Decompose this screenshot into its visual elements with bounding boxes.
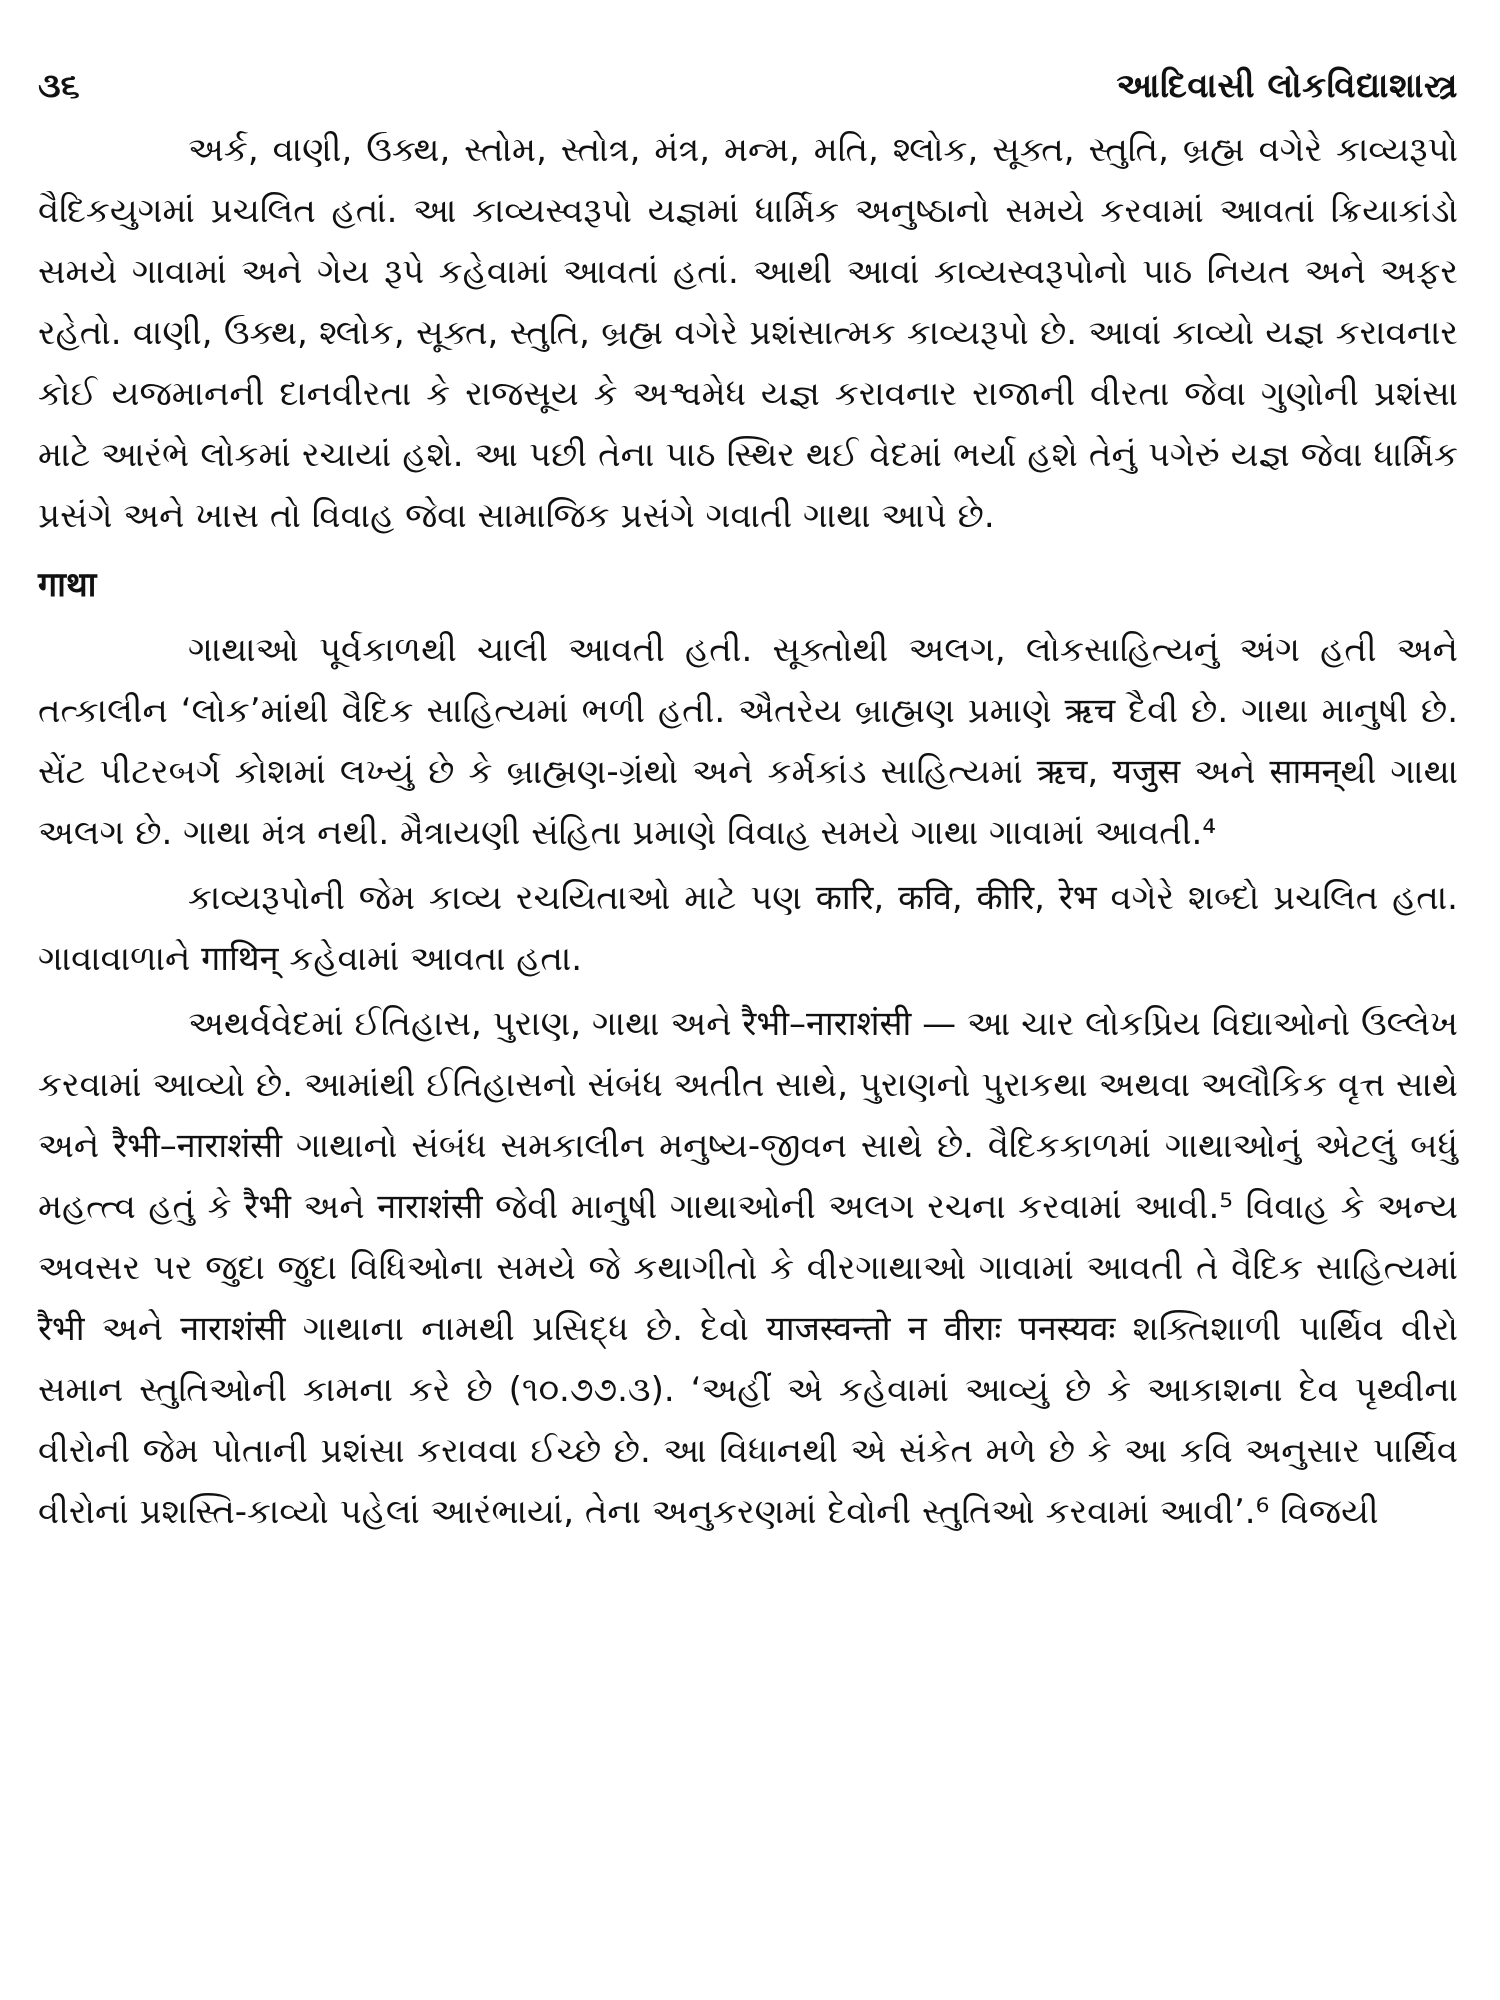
- paragraph-poet-terms: કાવ્યરૂપોની જેમ કાવ્ય રચયિતાઓ માટે પણ कारि, कवि, कीरि, रेभ વગેરે શબ્દો પ્રચલિત હતા. ગાવાવાળાને गाथिन् કહેવામાં આવતા હતા.: [38, 878, 1458, 979]
- running-header: [38, 60, 1458, 120]
- page-number: ૩૬: [38, 66, 80, 106]
- paragraph-atharvaveda: અથર્વવેદમાં ઈતિહાસ, પુરાણ, ગાથા અને रैभी–नाराशंसी — આ ચાર લોકપ્રિય વિદ્યાઓનો ઉલ્લેખ કરવામાં આવ્યો છે. આમાંથી ઈતિહાસનો સંબંધ અતીત સાથે, પુરાણનો પુરાકથા અથવા અલૌકિક વૃત્ત સાથે અને रैभी–नाराशंसी ગાથાનો સંબંધ સમકાલીન મનુષ્ય-જીવન સાથે છે. વૈદિકકાળમાં ગાથાઓનું એટલું બધું મહત્ત્વ હતું કે रैभी અને नाराशंसी જેવી માનુષી ગાથાઓની અલગ રચના કરવામાં આવી.⁵ વિવાહ કે અન્ય અવસર પર જુદા જુદા વિધિઓના સમયે જે કથાગીતો કે વીરગાથાઓ ગાવામાં આવતી તે વૈદિક સાહિત્યમાં रैभी અને नाराशंसी ગાથાના નામથી પ્રસિદ્ધ છે. દેવો याजस्वन्तो न वीराः पनस्यवः શક્તિશાળી પાર્થિવ વીરો સમાન સ્તુતિઓની કામના કરે છે (૧૦.૭૭.૩). ‘અહીં એ કહેવામાં આવ્યું છે કે આકાશના દેવ પૃથ્વીના વીરોની જેમ પોતાની પ્રશંસા કરાવવા ઈચ્છે છે. આ વિધાનથી એ સંકેત મળે છે કે આ કવિ અનુસાર પાર્થિવ વીરોનાં પ્રશસ્તિ-કાવ્યો પહેલાં આરંભાયાં, તેના અનુકરણમાં દેવોની સ્તુતિઓ કરવામાં આવી’.⁶ વિજયી: [38, 1004, 1458, 1532]
- book-title: આદિવાસી લોકવિદ્યાશાસ્ત્ર: [1116, 66, 1458, 106]
- section-heading-gatha: गाथा: [38, 565, 97, 605]
- paragraph-gatha-origin: ગાથાઓ પૂર્વકાળથી ચાલી આવતી હતી. સૂક્તોથી અલગ, લોકસાહિત્યનું અંગ હતી અને તત્કાલીન ‘લોક’માંથી વૈદિક સાહિત્યમાં ભળી હતી. ઐતરેય બ્રાહ્મણ પ્રમાણે ऋच દૈવી છે. ગાથા માનુષી છે. સેંટ પીટરબર્ગ કોશમાં લખ્યું છે કે બ્રાહ્મણ-ગ્રંથો અને કર્મકાંડ સાહિત્યમાં ऋच, यजुस અને सामन्થી ગાથા અલગ છે. ગાથા મંત્ર નથી. મૈત્રાયણી સંહિતા પ્રમાણે વિવાહ સમયે ગાથા ગાવામાં આવતી.⁴: [38, 630, 1458, 853]
- book-page: [38, 60, 1458, 1980]
- paragraph-kavyarupo: અર્ક, વાણી, ઉક્થ, સ્તોમ, સ્તોત્ર, મંત્ર, મન્મ, મતિ, શ્લોક, સૂક્ત, સ્તુતિ, બ્રહ્મ વગેરે કાવ્યરૂપો વૈદિકયુગમાં પ્રચલિત હતાં. આ કાવ્યસ્વરૂપો યજ્ઞમાં ધાર્મિક અનુષ્ઠાનો સમયે કરવામાં આવતાં ક્રિયાકાંડો સમયે ગાવામાં અને ગેય રૂપે કહેવામાં આવતાં હતાં. આથી આવાં કાવ્યસ્વરૂપોનો પાઠ નિયત અને અફર રહેતો. વાણી, ઉક્થ, શ્લોક, સૂક્ત, સ્તુતિ, બ્રહ્મ વગેરે પ્રશંસાત્મક કાવ્યરૂપો છે. આવાં કાવ્યો યજ્ઞ કરાવનાર કોઈ યજમાનની દાનવીરતા કે રાજસૂય કે અશ્વમેધ યજ્ઞ કરાવનાર રાજાની વીરતા જેવા ગુણોની પ્રશંસા માટે આરંભે લોકમાં રચાયાં હશે. આ પછી તેના પાઠ સ્થિર થઈ વેદમાં ભર્યા હશે તેનું પગેરું યજ્ઞ જેવા ધાર્મિક પ્રસંગે અને ખાસ તો વિવાહ જેવા સામાજિક પ્રસંગે ગવાતી ગાથા આપે છે.: [38, 130, 1458, 536]
